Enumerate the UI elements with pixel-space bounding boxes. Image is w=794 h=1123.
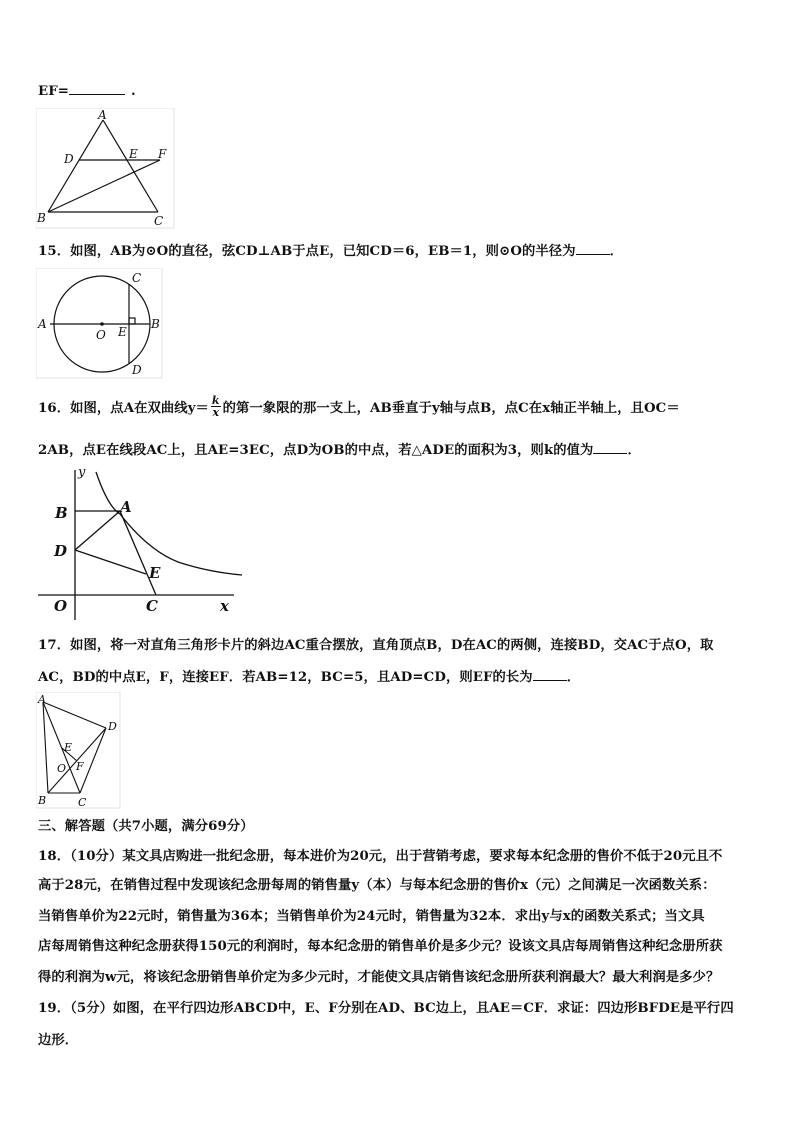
label-e: E bbox=[118, 325, 127, 339]
segment-ac bbox=[120, 511, 156, 595]
q17-suffix: ． bbox=[566, 670, 581, 685]
q17-text-line2 bbox=[38, 666, 764, 685]
label-f: F bbox=[76, 760, 84, 773]
segment-da bbox=[75, 511, 120, 550]
label-c: C bbox=[78, 796, 87, 809]
label-e: E bbox=[129, 147, 138, 161]
section-heading: 三、解答题（共7小题，满分69分） bbox=[38, 819, 254, 834]
label-b: B bbox=[55, 504, 68, 522]
q14-answer-blank[interactable] bbox=[69, 93, 125, 95]
q19-line-2: 边形． bbox=[38, 1033, 79, 1048]
q16-frac-numerator: k bbox=[211, 394, 220, 407]
label-c: C bbox=[154, 214, 164, 228]
label-o: O bbox=[54, 597, 68, 615]
label-b: B bbox=[38, 794, 47, 807]
label-c: C bbox=[132, 271, 142, 285]
q15-text bbox=[38, 240, 764, 259]
figure-17 bbox=[36, 692, 122, 810]
q14-prefix: EF= bbox=[38, 84, 70, 99]
q16-text-line1 bbox=[38, 394, 764, 420]
q14-answer-line bbox=[38, 84, 764, 99]
label-d: D bbox=[108, 720, 117, 733]
hyperbola-curve bbox=[96, 472, 242, 575]
label-d: D bbox=[54, 542, 68, 560]
q15-suffix: ． bbox=[609, 244, 623, 259]
q16-frac-denominator: x bbox=[212, 406, 220, 419]
q16-suffix: ． bbox=[627, 443, 641, 458]
q15-answer-blank[interactable] bbox=[576, 253, 610, 255]
label-e: E bbox=[149, 564, 161, 582]
label-y: y bbox=[78, 465, 86, 480]
q18-line-5: 得的利润为w元，将该纪念册销售单价定为多少元时，才能使文具店销售该纪念册所获利润最大？最大利润是多少？ bbox=[38, 970, 720, 985]
label-a: A bbox=[38, 693, 46, 706]
label-a: A bbox=[120, 498, 132, 516]
figure-15 bbox=[36, 268, 164, 380]
center-dot bbox=[100, 322, 104, 326]
q18-line-4: 店每周销售这种纪念册获得150元的利润时，每本纪念册的销售单价是多少元？设该文具店每周销售这种纪念册所获 bbox=[38, 939, 723, 954]
q16-text-line2 bbox=[38, 439, 764, 458]
label-x: x bbox=[220, 597, 229, 615]
q18-line-1: 18．（10分）某文具店购进一批纪念册，每本进价为20元，出于营销考虑，要求每本纪念册的售价不低于20元且不 bbox=[38, 849, 723, 864]
label-d: D bbox=[64, 152, 74, 166]
label-o: O bbox=[57, 762, 67, 775]
q15-body: 15．如图，AB为⊙O的直径，弦CD⊥AB于点E，已知CD＝6，EB＝1，则⊙O的半径为 bbox=[38, 244, 576, 259]
q16-line2: 2AB，点E在线段AC上，且AE=3EC，点D为OB的中点，若△ADE的面积为3，则k的值为 bbox=[38, 443, 594, 458]
figure-14 bbox=[36, 108, 176, 230]
q19-line-1: 19．（5分）如图，在平行四边形ABCD中，E、F分别在AD、BC边上，且AE＝CF．求证：四边形BFDE是平行四 bbox=[38, 1001, 734, 1016]
label-e: E bbox=[64, 741, 73, 754]
label-b: B bbox=[151, 317, 160, 331]
q16-fraction-k-over-x bbox=[211, 395, 221, 418]
label-c: C bbox=[146, 597, 158, 615]
label-f: F bbox=[158, 147, 167, 161]
q17-line1: 17．如图，将一对直角三角形卡片的斜边AC重合摆放，直角顶点B，D在AC的两侧，连接BD，交AC于点O，取 bbox=[38, 638, 714, 653]
q18-line-3: 当销售单价为22元时，销售量为36本；当销售单价为24元时，销售量为32本．求出y与x的函数关系式；当文具 bbox=[38, 909, 705, 924]
label-b: B bbox=[37, 211, 46, 225]
q17-answer-blank[interactable] bbox=[533, 679, 567, 681]
q17-text-line1 bbox=[38, 634, 764, 653]
q16-part1: 16．如图，点A在双曲线y＝ bbox=[38, 401, 209, 416]
q17-line2: AC，BD的中点E，F，连接EF．若AB=12，BC=5，且AD=CD，则EF的长为 bbox=[38, 670, 533, 685]
label-d: D bbox=[132, 363, 142, 377]
q16-answer-blank[interactable] bbox=[593, 452, 627, 454]
segment-de bbox=[75, 550, 146, 574]
label-o: O bbox=[96, 328, 106, 342]
figure-16 bbox=[38, 462, 246, 622]
label-a: A bbox=[98, 108, 107, 122]
q14-suffix: . bbox=[131, 84, 136, 99]
q16-part2: 的第一象限的那一支上，AB垂直于y轴与点B，点C在x轴正半轴上，且OC＝ bbox=[222, 401, 680, 416]
q18-line-2: 高于28元，在销售过程中发现该纪念册每周的销售量y（本）与每本纪念册的售价x（元）之间满足一次函数关系： bbox=[38, 878, 716, 893]
label-a: A bbox=[38, 317, 47, 331]
